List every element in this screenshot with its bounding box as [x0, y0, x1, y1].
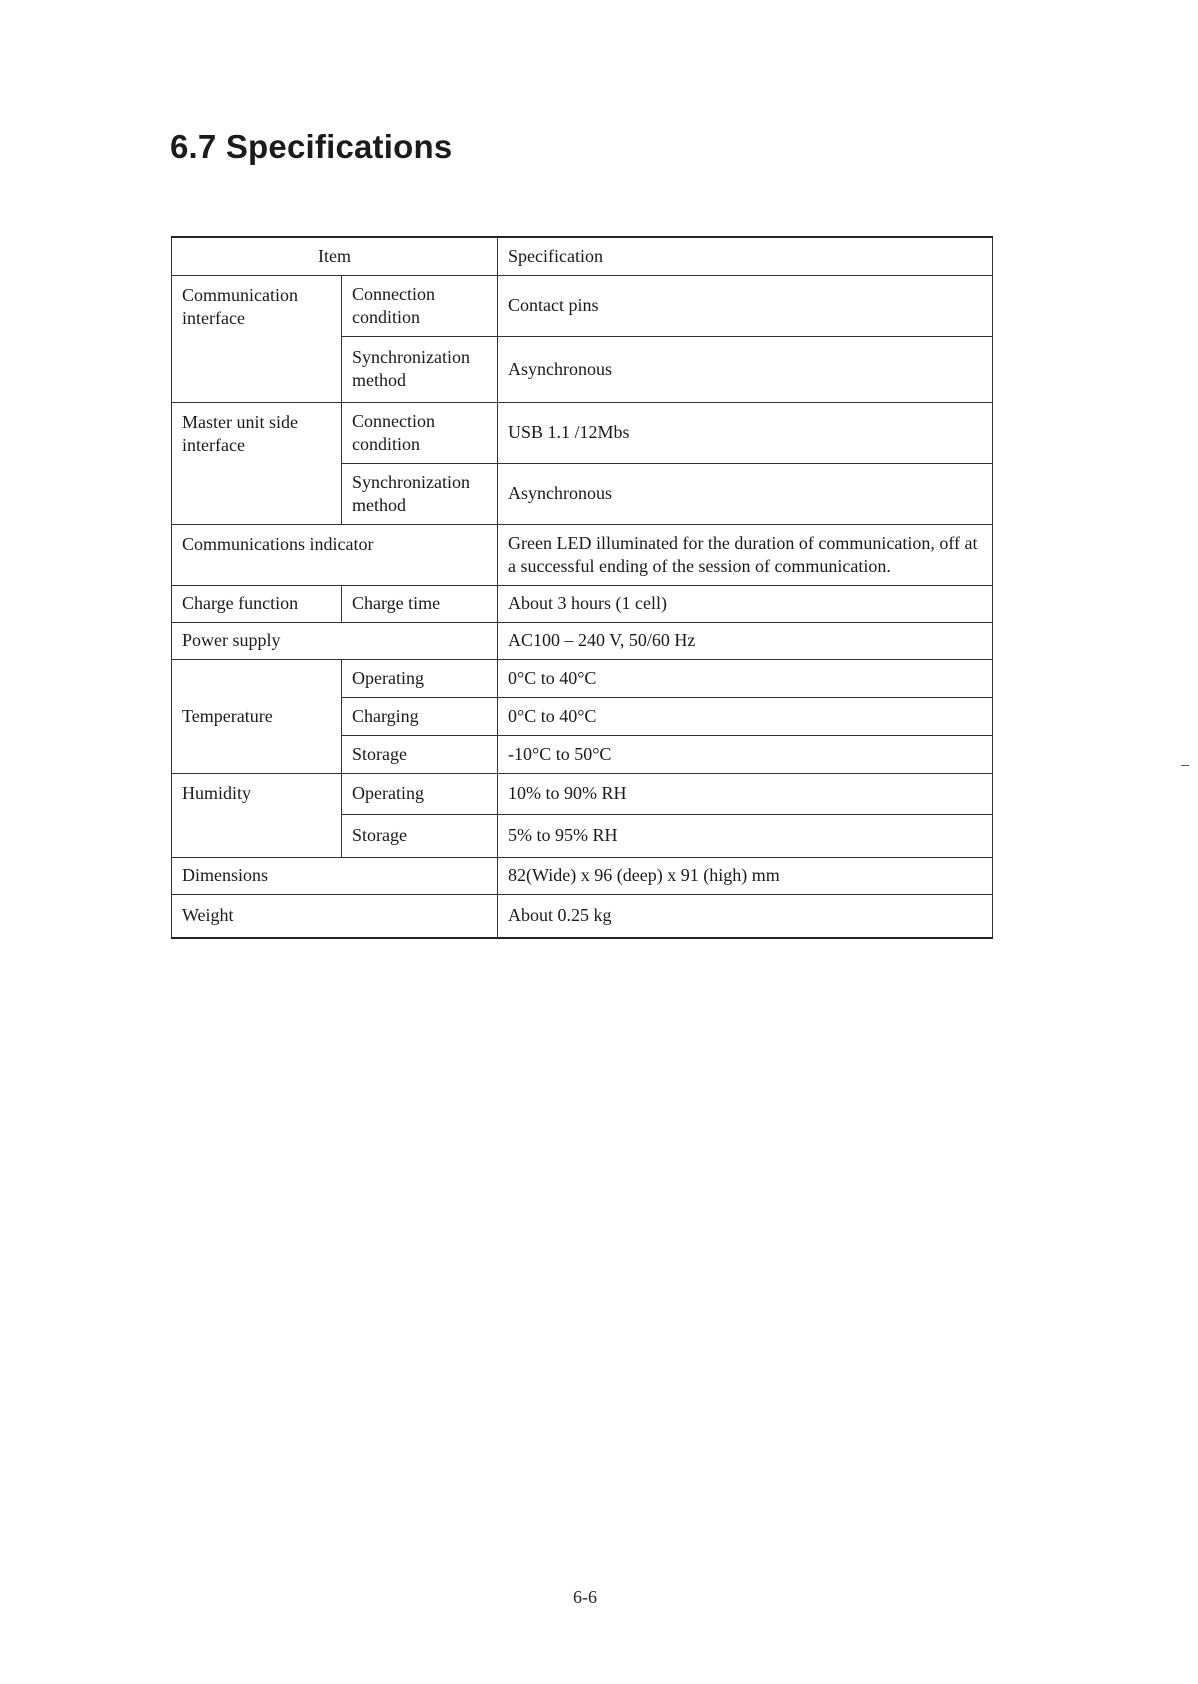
- scan-edge-mark: [1181, 765, 1189, 766]
- table-row: [172, 894, 993, 938]
- row-sub-label: Operating: [342, 773, 498, 814]
- table-row: [172, 659, 993, 697]
- header-specification: Specification: [498, 237, 993, 275]
- row-sub-label: Connection condition: [342, 402, 498, 463]
- table-row: [172, 402, 993, 463]
- header-item: Item: [172, 237, 498, 275]
- row-spec-value: Asynchronous: [498, 336, 993, 402]
- row-sub-label: Charging: [342, 697, 498, 735]
- page-title: 6.7 Specifications: [170, 128, 453, 165]
- table-row: [172, 622, 993, 659]
- specifications-table: [171, 236, 993, 939]
- row-spec-value: 0°C to 40°C: [498, 697, 993, 735]
- row-spec-value: 5% to 95% RH: [498, 814, 993, 857]
- table-header-row: [172, 237, 993, 275]
- row-spec-value: 82(Wide) x 96 (deep) x 91 (high) mm: [498, 857, 993, 894]
- page-number: 6-6: [573, 1587, 597, 1607]
- row-sub-label: Synchronization method: [342, 463, 498, 524]
- row-group-label: Humidity: [172, 773, 342, 857]
- table-row: [172, 275, 993, 336]
- row-spec-value: 0°C to 40°C: [498, 659, 993, 697]
- row-spec-value: 10% to 90% RH: [498, 773, 993, 814]
- row-spec-value: Asynchronous: [498, 463, 993, 524]
- row-item-label: Communications indicator: [172, 524, 498, 585]
- row-sub-label: Storage: [342, 735, 498, 773]
- row-spec-value: About 3 hours (1 cell): [498, 585, 993, 622]
- table-row: [172, 773, 993, 814]
- row-spec-value: -10°C to 50°C: [498, 735, 993, 773]
- row-group-label: Master unit side interface: [172, 402, 342, 524]
- row-item-label: Dimensions: [172, 857, 498, 894]
- row-group-label: Communication interface: [172, 275, 342, 402]
- row-spec-value: Contact pins: [498, 275, 993, 336]
- row-sub-label: Operating: [342, 659, 498, 697]
- row-sub-label: Charge time: [342, 585, 498, 622]
- table-row: [172, 524, 993, 585]
- row-group-label: Temperature: [172, 659, 342, 773]
- row-sub-label: Connection condition: [342, 275, 498, 336]
- table-row: [172, 585, 993, 622]
- row-item-label: Weight: [172, 894, 498, 938]
- row-spec-value: AC100 – 240 V, 50/60 Hz: [498, 622, 993, 659]
- row-item-label: Power supply: [172, 622, 498, 659]
- table-row: [172, 857, 993, 894]
- row-group-label: Charge function: [172, 585, 342, 622]
- row-spec-value: Green LED illuminated for the duration of communication, off at a successful ending of the session of communication.: [498, 524, 993, 585]
- row-sub-label: Storage: [342, 814, 498, 857]
- row-sub-label: Synchronization method: [342, 336, 498, 402]
- row-spec-value: About 0.25 kg: [498, 894, 993, 938]
- row-spec-value: USB 1.1 /12Mbs: [498, 402, 993, 463]
